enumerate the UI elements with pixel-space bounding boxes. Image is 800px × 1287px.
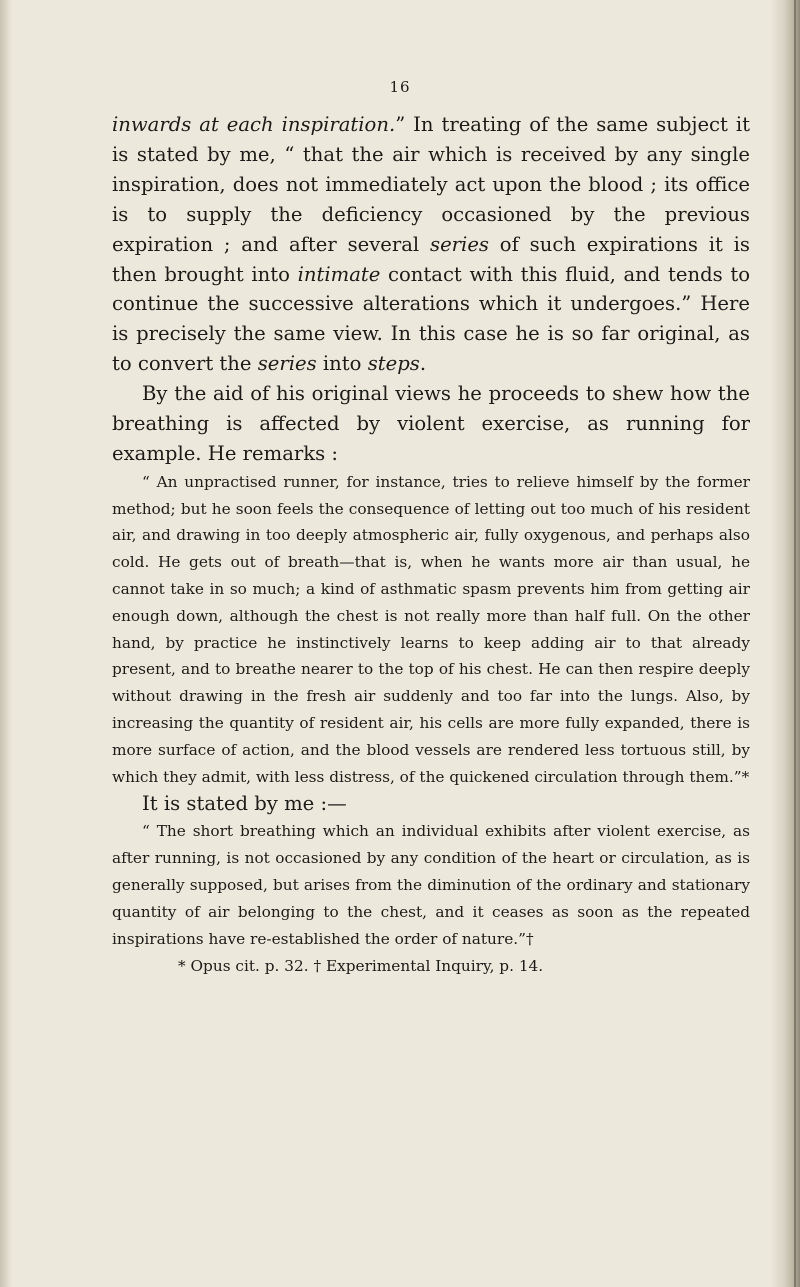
page-number: 16 (389, 78, 411, 96)
paragraph-exercise: By the aid of his original views he proceeds to shew how the breathing is affected by violent exercise, as running for example. He remarks : (112, 382, 750, 465)
italic-word-series: series (430, 232, 489, 256)
opening-text-4: into (316, 352, 368, 376)
quote-runner: “ An unpractised runner, for instance, tries to relieve himself by the former method; but he soon feels the consequence of letting out too much of his resident air, and drawing in too deeply atmospheric air, fully oxygenous, and perhaps also cold. He gets out of breath—that is, when he wants more air than usual, he cannot take in so much; a kind of asthmatic spasm prevents him from getting air enough down, although the chest is not really more than half full. On the other hand, by practice he instinctively learns to keep adding air to that already present, and to breathe nearer to the top of his chest. He can then respire deeply without drawing in the fresh air suddenly and too far into the lungs. Also, by increasing the quantity of resident air, his cells are more fully expanded, there is more surface of action, and the blood vessels are rendered less tortuous still, by which they admit, with less distress, of the quickened circulation through them.”* (112, 472, 750, 786)
page-text (112, 110, 750, 978)
opening-text-3: contact with this fluid, and tends to continue the successive alterations which it undergoes.” Here is precisely the same view. In this case he is so far original, as to convert the (112, 262, 750, 376)
opening-text-5: . (419, 352, 427, 376)
page-binding-edge (770, 0, 800, 1287)
italic-phrase-inspiration: inwards at each inspiration. (112, 113, 396, 136)
page-left-edge (0, 0, 12, 1287)
italic-word-steps: steps (367, 352, 420, 376)
paragraph-stated-by-me: It is stated by me :— (142, 792, 347, 816)
italic-word-intimate: intimate (297, 262, 381, 286)
opening-text-2: of such expirations it is then brought into (112, 232, 750, 286)
opening-text-1: ” In treating of the same subject it is stated by me, “ that the air which is received by any single inspiration, does not immediately act upon the blood ; its office is to supply the deficiency occasioned by the previous expiration ; and after several (112, 113, 751, 256)
italic-word-series-second: series (257, 352, 317, 376)
footnotes: * Opus cit. p. 32. † Experimental Inquiry, p. 14. (178, 957, 544, 976)
quote-short-breathing: “ The short breathing which an individual exhibits after violent exercise, as after running, is not occasioned by any condition of the heart or circulation, as is generally supposed, but arises from the diminution of the ordinary and stationary quantity of air belonging to the chest, and it ceases as soon as the repeated inspirations have re-established the order of nature.”† (112, 822, 750, 948)
paragraph-opening (112, 110, 750, 379)
